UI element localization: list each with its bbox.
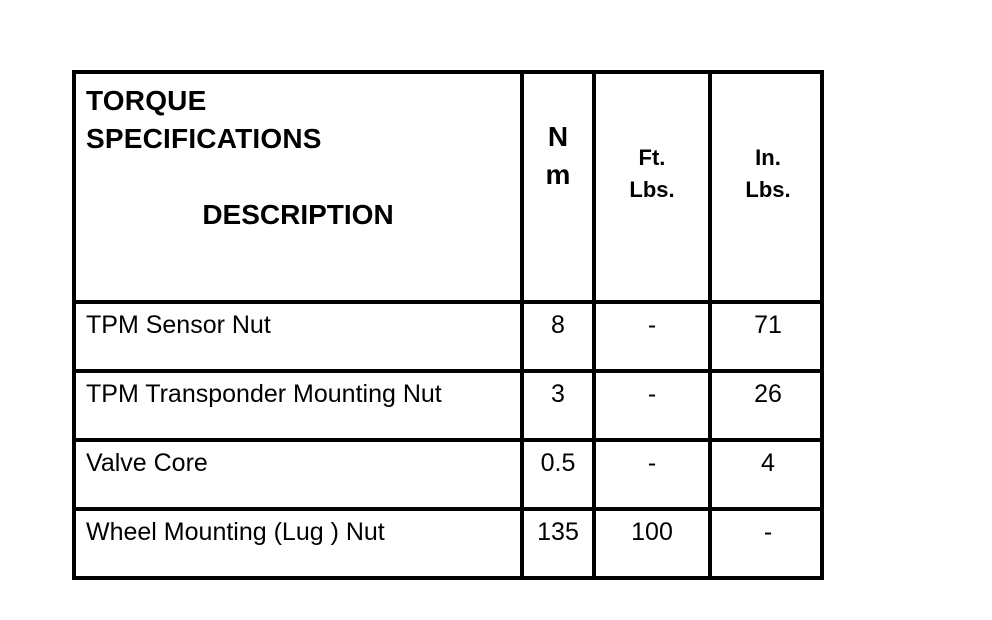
table-title <box>86 82 322 158</box>
nm-cell: 8 <box>551 311 565 339</box>
ft-lbs-cell: - <box>647 449 657 477</box>
description-cell: TPM Sensor Nut <box>86 311 271 339</box>
table-row <box>76 373 820 438</box>
nm-cell: 0.5 <box>540 449 576 477</box>
table-row <box>76 442 820 507</box>
in-lbs-column-header <box>712 142 824 206</box>
table-row <box>76 304 820 369</box>
nm-column-header <box>524 118 592 194</box>
ft-header-line-2: Lbs. <box>629 177 675 202</box>
description-cell: Wheel Mounting (Lug ) Nut <box>86 518 385 546</box>
description-column-header: DESCRIPTION <box>202 199 394 230</box>
nm-header-line-2: m <box>545 159 571 190</box>
description-cell: TPM Transponder Mounting Nut <box>86 380 442 408</box>
title-line-2: SPECIFICATIONS <box>86 123 322 154</box>
nm-cell: 135 <box>537 518 579 546</box>
ft-lbs-column-header <box>596 142 708 206</box>
torque-specifications-table <box>72 70 824 580</box>
in-header-line-2: Lbs. <box>745 177 791 202</box>
ft-lbs-cell: 100 <box>631 518 673 546</box>
in-lbs-cell: 26 <box>754 380 782 408</box>
ft-header-line-1: Ft. <box>638 145 666 170</box>
description-cell: Valve Core <box>86 449 208 477</box>
nm-header-line-1: N <box>547 121 569 152</box>
in-lbs-cell: 4 <box>761 449 775 477</box>
nm-cell: 3 <box>551 380 565 408</box>
table-row <box>76 511 820 576</box>
in-lbs-cell: 71 <box>754 311 782 339</box>
ft-lbs-cell: - <box>647 380 657 408</box>
in-header-line-1: In. <box>755 145 781 170</box>
ft-lbs-cell: - <box>647 311 657 339</box>
title-line-1: TORQUE <box>86 85 207 116</box>
in-lbs-cell: - <box>763 518 773 546</box>
